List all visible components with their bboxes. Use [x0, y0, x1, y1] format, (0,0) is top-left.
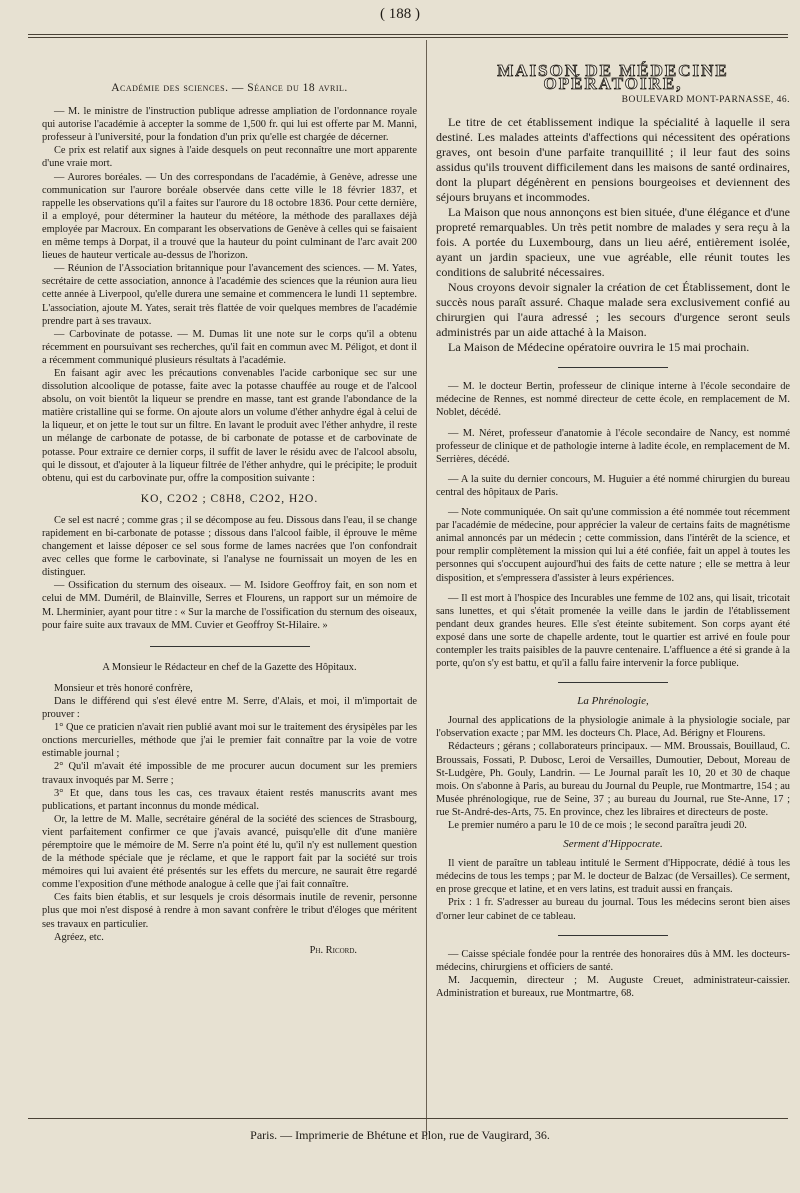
letter-paragraph: Or, la lettre de M. Malle, secrétaire général de la société des sciences de Strasbourg, vient parfaitement confirmer ce que j'avais avancé, puisqu'elle dit d'une manière péremptoire que le mémoire de M. Serre n'a point été lu, qu'il n'y est nullement question de la méthode spéciale que je réclame, et que le rapport fait par la société sur trois mémoires qui lui avaient été présentés sur les effets du mercure, ne saurait être regardé comme l'exposition d'une méthode analogue à celle que j'ai fait connaître. [42, 813, 417, 891]
paragraph: Le premier numéro a paru le 10 de ce mois ; le second paraîtra jeudi 20. [448, 820, 747, 831]
top-rule [28, 34, 788, 35]
paragraph: — Caisse spéciale fondée pour la rentrée des honoraires dûs à MM. les docteurs-médecins, chirurgiens et officiers de santé. [436, 948, 790, 973]
separator [558, 367, 668, 368]
paragraph: — Carbovinate de potasse. — M. Dumas lit une note sur le corps qu'il a obtenu récemment en poursuivant ses recherches, qu'il fait en commun avec M. Péligot, et dont il a récemment communiqué plusieurs résultats à l'académie. [42, 328, 417, 366]
separator [558, 935, 668, 936]
paragraph: Le titre de cet établissement indique la spécialité à laquelle il sera destiné. Les malades atteints d'affections qui nécessitent des opérations graves, ont besoin d'une parfaite tranquillité ; il leur faut des soins assidus qu'ils trouvent difficilement dans les maisons de santé ordinaires, dont la plupart dégénèrent en pensions bourgeoises et deviennent des séjours bruyans et incommodes. [436, 115, 790, 205]
news-item: — Note communiquée. On sait qu'une commission a été nommée tout récemment par l'académie de médecine, pour apprécier la valeur de certains faits de magnétisme animal annoncés par un médecin ; cette commission, dans l'intérêt de la science, et pour remplir complètement la mission qui lui a été confiée, fait un appel à toutes les personnes qui s'occupent aujourd'hui des faits de cette nature ; elle se mettra à leur disposition, et s'empressera d'assister à leurs expériences. [436, 507, 790, 584]
paragraph: Journal des applications de la physiologie animale à la physiologie sociale, par l'observation exacte ; par MM. les docteurs Ch. Place, Ad. Bérigny et Flourens. [436, 715, 790, 740]
paragraph: Ce prix est relatif aux signes à l'aide desquels on peut reconnaître une mort apparente d'une vraie mort. [42, 145, 417, 170]
paragraph: La Maison de Médecine opératoire ouvrira le 15 mai prochain. [448, 340, 750, 355]
paragraph: Ce sel est nacré ; comme gras ; il se décompose au feu. Dissous dans l'eau, il se change rapidement en bi-carbonate de potasse ; dissous dans l'alcool faible, il éprouve le même changement et laisse déposer ce sel sous forme de lames nacrées que l'on confondrait avec celles que forme le carbovinate, si l'analyse ne fournissait un moyen de les en distinguer. [42, 514, 417, 579]
column-divider [426, 40, 427, 1140]
letter-paragraph: 3° Et que, dans tous les cas, ces travaux étaient restés manuscrits avant mes publications, et partant inconnus du monde médical. [42, 787, 417, 812]
letter-paragraph: Agréez, etc. [54, 931, 104, 943]
paragraph: Prix : 1 fr. S'adresser au bureau du journal. Tous les médecins seront bien aises d'orner leur cabinet de ce tableau. [436, 897, 790, 922]
letter-paragraph: 1° Que ce praticien n'avait rien publié avant moi sur le traitement des érysipèles par les onctions mercurielles, méthode que j'ai le premier fait connaître par la voie de votre estimable journal ; [42, 722, 417, 760]
separator [150, 646, 310, 647]
letter-paragraph: Monsieur et très honoré confrère, [54, 682, 193, 694]
phrenologie-heading: La Phrénologie, [577, 695, 649, 708]
maison-address: BOULEVARD MONT-PARNASSE, 46. [621, 95, 790, 106]
paragraph: Rédacteurs ; gérans ; collaborateurs principaux. — MM. Broussais, Bouillaud, C. Broussais, Fossati, P. Dubosc, Leroi de Versailles, Dumoutier, Debout, Moreau de St-Ludgère, Ph. Gouly, Landrin. — Le Journal paraît les 10, 20 et 30 de chaque mois. On s'abonne à Paris, au bureau du Journal du Peuple, rue Montmartre, 154 ; au Musée phrénologique, rue de Seine, 37 ; au bureau du Journal, rue Ste-Anne, 17 ; rue St-André-des-Arts, 75. En province, chez les libraires et directeurs de poste. [436, 741, 790, 818]
paragraph: Il vient de paraître un tableau intitulé le Serment d'Hippocrate, dédié à tous les médecins de tous les temps ; par M. le docteur de Balzac (de Versailles). Ce serment, en prose grecque et latine, et en vers latins, est traduit aussi en français. [436, 858, 790, 896]
paragraph: — Réunion de l'Association britannique pour l'avancement des sciences. — M. Yates, secrétaire de cette association, annonce à l'académie des sciences que la réunion aura lieu cette année à Liverpool, qu'elle durera une semaine et commencera le lundi 11 septembre. L'association, ajoute M. Yates, serait très flattée de voir quelques membres de l'académie prendre part à ses travaux. [42, 263, 417, 327]
paragraph: — Ossification du sternum des oiseaux. — M. Isidore Geoffroy fait, en son nom et celui de MM. Duméril, de Blainville, Serres et Flourens, un rapport sur un mémoire de M. Lherminier, ayant pour titre : « Sur la marche de l'ossification du sternum des oiseaux, pour faire suite aux travaux de MM. Cuvier et Geoffroy St-Hilaire. » [42, 580, 417, 631]
chemical-formula: KO, C2O2 ; C8H8, C2O2, H2O. [140, 492, 319, 505]
top-rule-2 [28, 37, 788, 38]
right-column [436, 52, 790, 1000]
signature: Ph. Ricord. [309, 944, 357, 956]
letter-heading: A Monsieur le Rédacteur en chef de la Gazette des Hôpitaux. [102, 661, 357, 673]
paragraph: — M. le ministre de l'instruction publique adresse ampliation de l'ordonnance royale qui autorise l'académie à accepter la somme de 1,500 fr. qui lui est offerte par M. Manni, professeur à l'université, pour la fondation d'un prix qu'elle est chargée de décerner. [42, 106, 417, 144]
news-item: — A la suite du dernier concours, M. Huguier a été nommé chirurgien du bureau central des hôpitaux de Paris. [436, 473, 790, 498]
paragraph: Nous croyons devoir signaler la création de cet Établissement, dont le succès nous paraît assuré. Chaque malade sera exclusivement confié au chirurgien qui l'aura adressé ; les secours d'urgence seront seuls administrés par un aide attaché à la Maison. [436, 280, 790, 340]
news-item: — M. le docteur Bertin, professeur de clinique interne à l'école secondaire de médecine de Rennes, est nommé directeur de cette école, en remplacement de M. Noblet, décédé. [436, 381, 790, 419]
maison-announcement [436, 115, 790, 355]
paragraph: La Maison que nous annonçons est bien située, d'une élégance et d'une propreté remarquables. Un très petit nombre de malades y sera reçu à la fois. A portée du Luxembourg, dans un lieu aéré, entièrement isolée, ayant un jardin spacieux, une vue agréable, elle réunit toutes les conditions de salubrité nécessaires. [436, 205, 790, 280]
imprint-footer: Paris. — Imprimerie de Bhétune et Plon, rue de Vaugirard, 36. [250, 1128, 550, 1142]
news-item: — M. Néret, professeur d'anatomie à l'école secondaire de Nancy, est nommé professeur de clinique et de pathologie interne à ladite école, en remplacement de M. Serrières, décédé. [436, 427, 790, 465]
maison-title: MAISON DE MÉDECINE OPÉRATOIRE, [497, 61, 729, 94]
paragraph: M. Jacquemin, directeur ; M. Auguste Creuet, administrateur-caissier. Administration et bureaux, rue Montmartre, 68. [436, 974, 790, 999]
news-item: — Il est mort à l'hospice des Incurables une femme de 102 ans, qui lisait, tricotait sans lunettes, et qui s'était promenée la veille dans le jardin de l'établissement pendant deux grandes heures. Elle s'est éteinte subitement. Son corps ayant été exposé dans une sorte de chapelle ardente, tout le quartier est arrivé en foule pour contempler les traits paisibles de la pauvre centenaire. L'affluence a été si grande à la porte, qu'on s'y est battu, et qu'il a fallu faire intervenir la force publique. [436, 592, 790, 670]
academie-heading: Académie des sciences. — Séance du 18 avril. [111, 82, 348, 94]
page-number: ( 188 ) [380, 6, 420, 22]
paragraph: — Aurores boréales. — Un des correspondans de l'académie, à Genève, adresse une communication sur l'aurore boréale observée dans cette ville le 18 février 1837, et rappelle les observations qu'il a faites sur l'aurore du 18 octobre 1836. Pour cette dernière, il a employé, pour déterminer la hauteur du météore, la méthode des parallaxes déjà employée par Macroux. En comparant les observations de Genève à celles qui se faisaient en même temps à Dorpat, il a trouvé que la hauteur du point culminant de l'arc avait 200 lieues de hauteur verticale au-dessus de l'horizon. [42, 171, 417, 262]
separator [558, 682, 668, 683]
letter-paragraph: Dans le différend qui s'est élevé entre M. Serre, d'Alais, et moi, il m'importait de prouver : [42, 695, 417, 721]
paragraph: En faisant agir avec les précautions convenables l'acide carbonique sec sur une dissolution alcoolique de potasse, faite avec la potasse chauffée au rouge et de l'alcool absolu, on voit bientôt la liqueur se prendre en masse, tant est grande l'abondance de la matière cristalline qui se forme. On ajoute alors un volume d'éther anhydre égal à celui de la liqueur, et on jette le tout sur un filtre. En lavant le produit avec l'éther anhydre, il reste un mélange de carbonate de potasse, de bi carbonate de potasse et de carbovinate de potasse. Pour extraire ce dernier corps, il suffit de laver le résidu avec de l'alcool absolu, qui le dissout, et d'ajouter à la liqueur filtrée de l'éther anhydre, qui le précipite; le produit obtenu, qui est du carbovinate pur, offre la composition suivante : [42, 367, 417, 484]
serment-heading: Serment d'Hippocrate. [563, 838, 663, 851]
bottom-rule [28, 1118, 788, 1119]
left-column [42, 52, 417, 957]
letter-paragraph: Ces faits bien établis, et sur lesquels je crois désormais inutile de revenir, personne plus que moi n'est disposé à rendre à mon savant confrère le tribut d'éloges que méritent ses travaux en particulier. [42, 892, 417, 930]
letter-paragraph: 2° Qu'il m'avait été impossible de me procurer aucun document sur les premiers travaux invoqués par M. Serre ; [42, 761, 417, 786]
